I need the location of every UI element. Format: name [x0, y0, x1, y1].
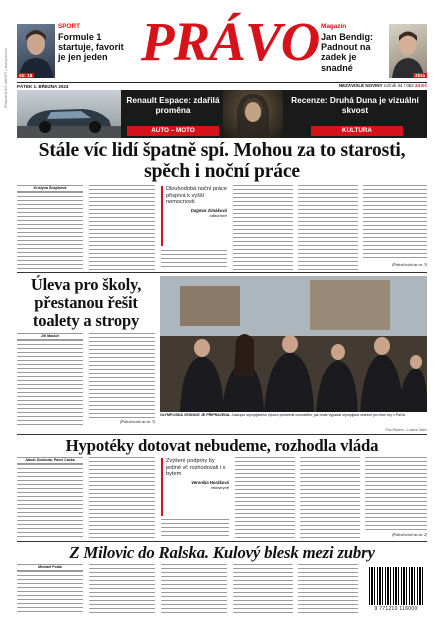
- school-text-col-1: [17, 340, 83, 426]
- lead-text-col-1: [17, 192, 83, 270]
- magazine-teaser-title: Jan Bendig: Padnout na zadek je snadné: [321, 32, 374, 73]
- sport-teaser[interactable]: [17, 20, 125, 80]
- subsidy-text-col-6: [365, 457, 427, 531]
- film-promo-title: Recenze: Druhá Duna je vizuální skvost: [291, 95, 419, 115]
- photo-caption: [160, 413, 427, 417]
- school-headline[interactable]: Úleva pro školy, přestanou řešit toalety a stropy: [30, 275, 142, 330]
- auto-moto-label: AUTO – MOTO: [127, 126, 219, 136]
- olympic-village-photo: [160, 276, 427, 412]
- subsidy-text-col-4: [235, 457, 295, 539]
- car-promo[interactable]: [121, 90, 223, 138]
- issue-info: [239, 82, 427, 89]
- rule-3: [17, 541, 427, 542]
- subsidy-text-col-1: [17, 464, 83, 539]
- school-author: Jiří Macich: [17, 333, 83, 340]
- actor-photo: [389, 24, 427, 78]
- lead-quote-role: odbornice: [209, 212, 227, 218]
- barcode-digits: 9 771210 116000: [374, 606, 418, 612]
- lead-text-col-5: [298, 185, 358, 270]
- bottom-text-col-2: [89, 564, 155, 615]
- lead-text-col-2: [89, 185, 155, 270]
- lead-text-col-6: [363, 185, 427, 261]
- lead-headline[interactable]: Stále víc lidí špatně spí. Mohou za to starosti, spěch i noční práce: [38, 140, 406, 182]
- section-label-magazine: Magazín: [321, 23, 347, 30]
- sport-teaser-title: Formule 1 startuje, favorit je jen jeden: [58, 32, 124, 63]
- subsidy-quote-author: Veronika Horáková: [191, 479, 229, 485]
- subsidy-text-col-3: [161, 519, 229, 539]
- lead-quote-author: Dagmar Zimáková: [190, 207, 227, 213]
- subsidy-text-col-5: [300, 457, 360, 539]
- subscription-sidebar: Předplatné 800 444 877 | www.pravo.cz: [4, 48, 8, 108]
- section-label-sport: SPORT: [58, 23, 81, 30]
- barcode: [365, 565, 427, 615]
- masthead: PRÁVO: [141, 11, 320, 72]
- promo-strip: [17, 90, 427, 138]
- issue-date: PÁTEK 1. BŘEZNA 2024: [17, 84, 69, 89]
- subsidy-text-col-2: [89, 457, 155, 539]
- rule-2: [17, 434, 427, 435]
- film-photo: [223, 90, 283, 138]
- lead-text-col-3: [161, 250, 227, 270]
- page-badge: str. 18: [19, 73, 33, 78]
- driver-photo: [17, 24, 55, 78]
- subsidy-quote: Zvýšení podpory by jedině vč rozhodovali i s bytem: [166, 458, 226, 478]
- issue-number: ročník 34 / 052: [383, 83, 414, 88]
- subsidy-author: Jakub Svoboda, Pavel Cacka: [17, 457, 83, 464]
- bottom-text-col-4: [233, 564, 293, 615]
- lead-continue[interactable]: (Pokračování na str. 3): [391, 263, 427, 267]
- magazine-teaser[interactable]: [319, 20, 427, 80]
- subsidy-quote-box: [161, 458, 229, 516]
- lead-author: Kristýna Šnajdrová: [17, 185, 83, 192]
- bottom-text-col-1: [17, 571, 83, 615]
- photo-credit: Foto Reuters – Ludovic Marin: [385, 428, 427, 432]
- school-text-col-2: [89, 333, 155, 418]
- barcode-bars: [369, 567, 423, 605]
- school-continue[interactable]: (Pokračování na str. 3): [119, 420, 155, 424]
- lead-quote-box: [161, 186, 227, 246]
- bottom-author: Michael Polák: [17, 564, 83, 571]
- bottom-headline[interactable]: Z Milovic do Ralska. Kulový blesk mezi zubry: [69, 543, 375, 562]
- subsidy-headline[interactable]: Hypotéky dotovat nebudeme, rozhodla vláda: [65, 436, 379, 455]
- photo-caption-lead: OLYMPIJSKÁ VESNICE JE PŘIPRAVENA.: [160, 413, 231, 417]
- subsidy-continue[interactable]: (Pokračování na str. 2): [391, 533, 427, 537]
- independent-label: NEZÁVISLÉ NOVINY: [338, 83, 383, 88]
- price: 24 Kč: [414, 83, 427, 88]
- bottom-text-col-3: [161, 564, 227, 615]
- bottom-text-col-5: [298, 564, 358, 615]
- car-promo-title: Renault Espace: zdařilá proměna: [126, 95, 220, 115]
- rule-1: [17, 272, 427, 273]
- film-promo[interactable]: [283, 90, 427, 138]
- lead-quote: Dlouhodobá noční práce přispívá k vyšší nemocnosti: [166, 186, 227, 206]
- car-photo: [17, 90, 121, 138]
- kultura-label: KULTURA: [311, 126, 403, 136]
- lead-text-col-4: [233, 185, 293, 270]
- zitra-badge: Zítra: [415, 73, 425, 78]
- subsidy-quote-role: ministryně: [210, 484, 229, 490]
- photo-caption-text: Zástupci olympijského výboru předvedli novinářům, jak bude vypadat olympijská vesnice pro letní hry v Paříži.: [231, 413, 407, 417]
